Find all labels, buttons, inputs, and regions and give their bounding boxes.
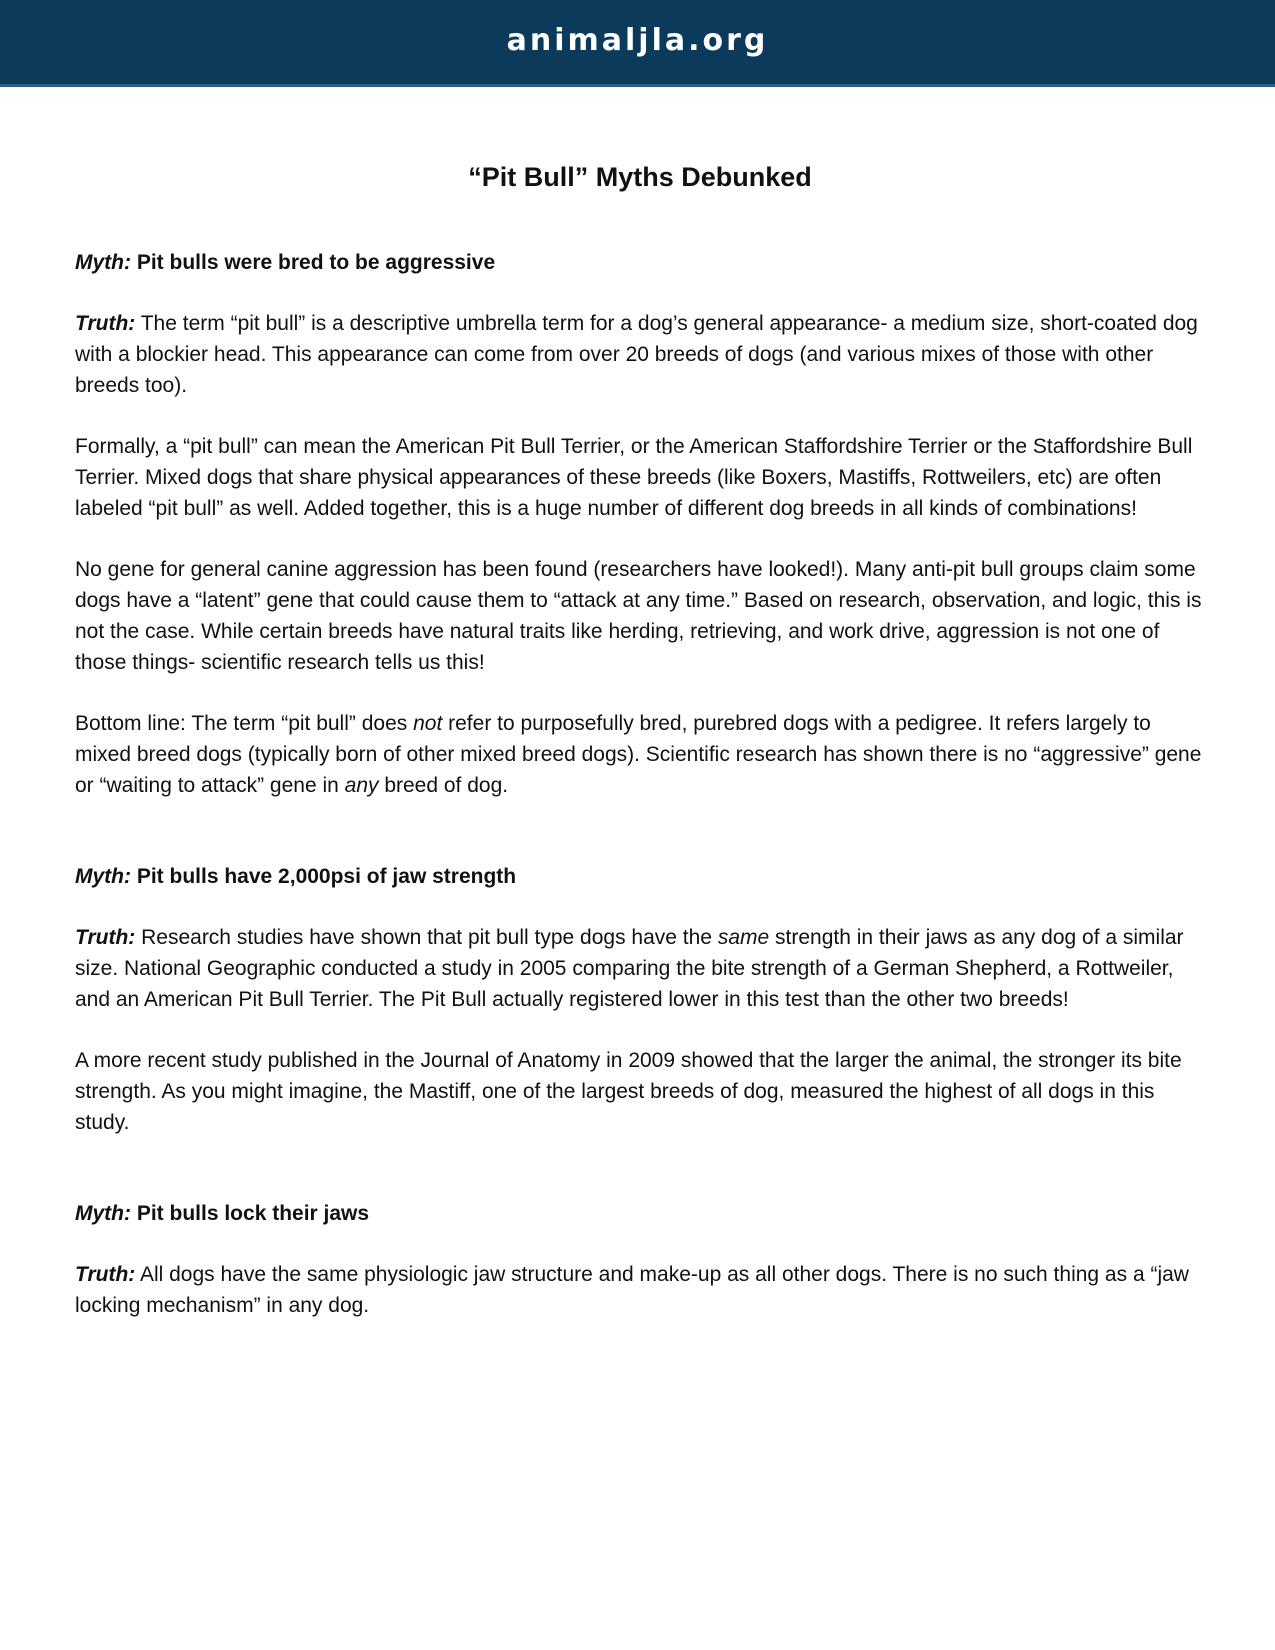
myth-section-2: [75, 861, 1205, 1138]
site-header-banner: [0, 0, 1275, 87]
myth-heading: [75, 1198, 1205, 1229]
myth-section-1: [75, 247, 1205, 801]
emphasis-text: any: [344, 774, 379, 797]
myth-statement: Pit bulls were bred to be aggressive: [136, 251, 496, 274]
body-paragraph: A more recent study published in the Journal of Anatomy in 2009 showed that the larger the animal, the stronger its bite strength. As you might imagine, the Mastiff, one of the largest breeds of dog, measured the highest of all dogs in this study.: [75, 1049, 1182, 1134]
truth-label: Truth:: [75, 1263, 136, 1286]
document-body: [75, 155, 1205, 1321]
truth-label: Truth:: [75, 926, 136, 949]
myth-label: Myth:: [75, 865, 131, 888]
site-name[interactable]: animaljla.org: [506, 22, 769, 58]
myth-heading: [75, 247, 1205, 278]
truth-text: All dogs have the same physiologic jaw structure and make-up as all other dogs. There is no such thing as a “jaw locking mechanism” in any dog.: [75, 1263, 1189, 1317]
truth-text: strength in their jaws as any dog of a similar size. National Geographic conducted a study in 2005 comparing the bite strength of a German Shepherd, a Rottweiler, and an American Pit Bull Terrier. The Pit Bull actually registered lower in this test than the other two breeds!: [75, 926, 1184, 1011]
body-paragraph: No gene for general canine aggression has been found (researchers have looked!). Many anti-pit bull groups claim some dogs have a “latent” gene that could cause them to “attack at any time.” Based on research, observation, and logic, this is not the case. While certain breeds have natural traits like herding, retrieving, and work drive, aggression is not one of those things- scientific research tells us this!: [75, 558, 1202, 674]
emphasis-text: not: [413, 712, 443, 735]
truth-paragraph: [75, 308, 1205, 401]
truth-text: Research studies have shown that pit bull type dogs have the: [141, 926, 718, 949]
body-paragraph: Formally, a “pit bull” can mean the American Pit Bull Terrier, or the American Staffordshire Terrier or the Staffordshire Bull Terrier. Mixed dogs that share physical appearances of these breeds (like Boxers, Mastiffs, Rottweilers, etc) are often labeled “pit bull” as well. Added together, this is a huge number of different dog breeds in all kinds of combinations!: [75, 435, 1193, 520]
truth-label: Truth:: [75, 312, 136, 335]
document-title: “Pit Bull” Myths Debunked: [468, 162, 812, 192]
myth-label: Myth:: [75, 251, 131, 274]
myth-heading: [75, 861, 1205, 892]
bottom-line-text: Bottom line: The term “pit bull” does: [75, 712, 414, 735]
myth-section-3: [75, 1198, 1205, 1321]
myth-statement: Pit bulls lock their jaws: [136, 1202, 370, 1225]
truth-paragraph: [75, 1259, 1205, 1321]
truth-paragraph: [75, 922, 1205, 1015]
bottom-line-text: breed of dog.: [378, 774, 509, 797]
bottom-line-paragraph: [75, 708, 1205, 801]
truth-text: The term “pit bull” is a descriptive umbrella term for a dog’s general appearance- a medium size, short-coated dog with a blockier head. This appearance can come from over 20 breeds of dogs (and various mixes of those with other breeds too).: [75, 312, 1198, 397]
emphasis-text: same: [717, 926, 770, 949]
myth-label: Myth:: [75, 1202, 131, 1225]
bottom-line-text: refer to purposefully bred, purebred dogs with a pedigree. It refers largely to mixed breed dogs (typically born of other mixed breed dogs). Scientific research has shown there is no “aggressive” gene or “waiting to attack” gene in: [75, 712, 1202, 797]
myth-statement: Pit bulls have 2,000psi of jaw strength: [136, 865, 517, 888]
